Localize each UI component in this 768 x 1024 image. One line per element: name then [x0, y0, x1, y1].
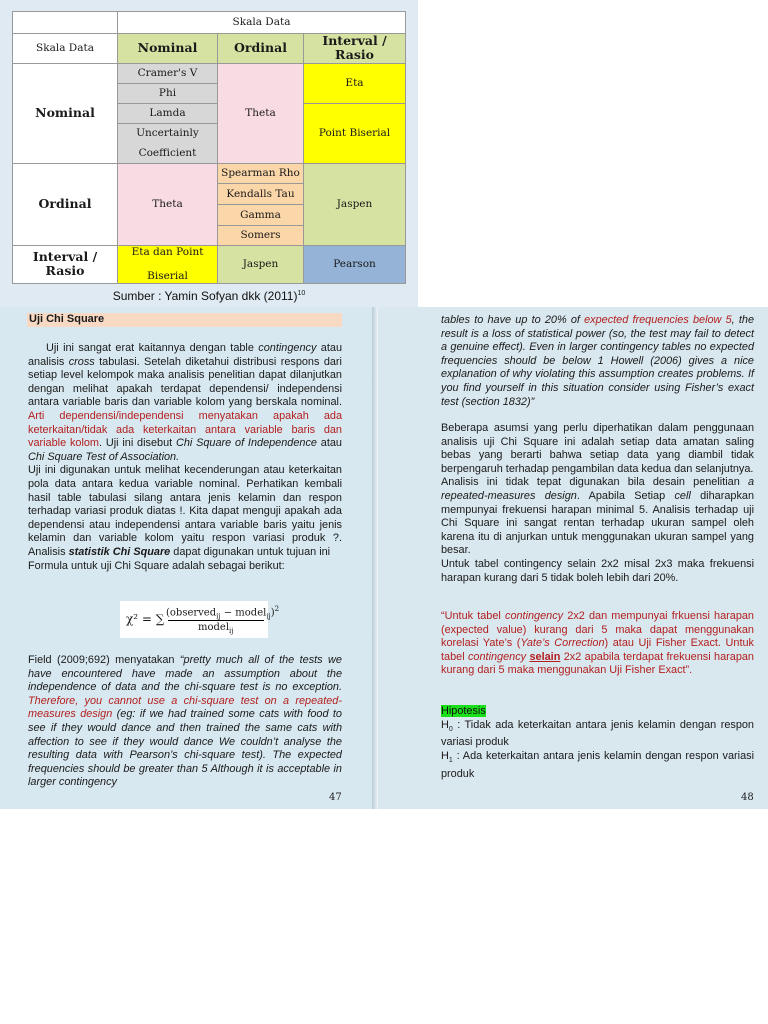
- cell-phi: Phi: [118, 83, 218, 103]
- page-number-left: 47: [329, 792, 342, 803]
- cell-pearson: Pearson: [304, 245, 406, 283]
- right-paragraph-yates: [441, 610, 754, 678]
- right-hypothesis-block: [441, 705, 754, 781]
- section-heading: Uji Chi Square: [29, 313, 105, 325]
- text-run: . Uji ini disebut: [99, 437, 176, 450]
- cell-spearman: Spearman Rho: [218, 163, 304, 183]
- h0-text: : Tidak ada keterkaitan antara jenis kelamin dengan respon variasi produk: [441, 718, 754, 749]
- text-run-italic: contingency: [505, 610, 564, 622]
- formula-den: model: [198, 622, 230, 633]
- h0-subscript: 0: [448, 725, 453, 733]
- text-run-red: Therefore, you cannot use a chi-square test on a repeated-measures design: [28, 694, 342, 721]
- col-header-nominal: Nominal: [118, 34, 218, 64]
- cell-gamma: Gamma: [218, 204, 304, 225]
- table-corner-label: Skala Data: [13, 34, 118, 64]
- cell-lamda: Lamda: [118, 103, 218, 123]
- cell-point-biserial: Point Biserial: [304, 103, 406, 163]
- source-caption: [0, 289, 418, 303]
- text-run: Uji ini digunakan untuk melihat kecenderungan atau keterkaitan pola data antara kedua variable nominal. Perhatikan kembali hasil table tabulasi silang antara jenis kelamin dan respon terhadap variasi produk diatas !. Kita dapat menguji apakah ada dependensi atau independensi antara variable baris yaitu jenis kelamin dan variable kolom yaitu respon variasi produk ?. Analisis: [28, 464, 342, 558]
- formula-num-end: ): [270, 607, 275, 619]
- table-top-header: Skala Data: [118, 12, 406, 34]
- formula-num-sub: ij: [216, 612, 221, 621]
- text-run: tabulasi. Setelah diketahui distribusi respons dari setiap level kelompok maka analisis penelitian dapat dilanjutkan dengan melihat apakah terdapat dependensi/ independensi antara variable baris dan variable kolom yang berskala nominal.: [28, 355, 342, 409]
- text-run-italic: cell: [674, 489, 691, 502]
- text-run-red: ) atau Uji Fisher Exact. Untuk tabel: [441, 637, 754, 663]
- text-run: atau: [316, 437, 342, 450]
- text-run: Field (2009;692) menyatakan: [28, 654, 180, 666]
- cell-eta: Eta: [304, 63, 406, 103]
- text-run-italic: (eg: if we had trained some cats with food to see if they would dance and then trained the same cats with affection to see if they would dance We couldn’t analyse the resulting data with Pearson’s chi-square test). The expected frequencies should be greater than 5 Although it is acceptable in larger contingency: [28, 708, 342, 789]
- page-number-right: 48: [741, 792, 754, 803]
- text-run: diharapkan mempunyai frekuensi harapan minimal 5. Analisis terhadap uji Chi Square ini sangat rentan terhadap ukuran sampel oleh karena itu di anjurkan untuk menggunakan ukuran sampel yang besar.: [441, 489, 755, 557]
- text-run: atau analisis: [28, 342, 342, 368]
- text-run-red: 2x2 apabila terdapat frekuensi harapan kurang dari 5 maka menggunakan Uji Fisher Exact”.: [441, 650, 754, 677]
- text-run-underline: selain: [529, 650, 561, 663]
- formula-lhs: χ² = ∑: [126, 612, 165, 626]
- formula-num-1: (observed: [166, 607, 217, 619]
- row-header-nominal: Nominal: [13, 63, 118, 163]
- h1-text: : Ada keterkaitan antara jenis kelamin dengan respon variasi produk: [441, 749, 754, 780]
- cell-interval-nominal-line1: Eta dan Point: [131, 246, 204, 259]
- text-run-italic: contingency: [467, 650, 527, 663]
- col-header-interval: Interval / Rasio: [304, 34, 406, 64]
- row-header-ordinal: Ordinal: [13, 163, 118, 245]
- cell-nominal-ordinal: Theta: [218, 63, 304, 163]
- right-paragraph-quote: [441, 314, 754, 409]
- text-run: Beberapa asumsi yang perlu diperhatikan dalam penggunaan analisis uji Chi Square ini adalah setiap data amatan saling bebas yang berarti bahwa setiap data yang diambil tidak berpengaruh terhadap pengambilan data kedua dan selanjutnya.: [441, 422, 754, 475]
- cell-somers: Somers: [218, 225, 304, 245]
- cell-uncertainly: Uncertainly: [118, 123, 218, 143]
- formula-den-sub: ij: [229, 627, 234, 635]
- formula-denominator: [198, 622, 233, 635]
- text-run-bold: statistik Chi Square: [68, 545, 171, 558]
- text-run-italic: Chi Square of Independence: [175, 437, 317, 450]
- scale-data-table: [12, 11, 406, 284]
- chi-square-formula: [120, 601, 280, 638]
- cell-interval-nominal: [118, 245, 218, 283]
- text-run-italic: contingency: [258, 342, 317, 354]
- text-run: Untuk tabel contingency selain 2x2 misal 2x3 maka frekuensi harapan kurang dari 5 tidak boleh lebih dari 20%.: [441, 557, 754, 584]
- formula-num-2: − model: [220, 607, 267, 619]
- text-run-red: “Untuk tabel: [441, 610, 505, 622]
- text-run-italic: Yate’s Correction: [520, 637, 605, 650]
- formula-num-sub2: ij: [266, 612, 271, 621]
- text-run-red: Arti dependensi/independensi menyatakan apakah ada keterkaitan/tidak ada keterkaitan antara variable baris dan variable kolom: [28, 409, 342, 450]
- h1-subscript: 1: [448, 757, 453, 765]
- formula-fraction-bar: [168, 620, 264, 621]
- formula-intro: Formula untuk uji Chi Square adalah sebagai berikut:: [28, 559, 285, 572]
- h1-symbol: H: [441, 749, 449, 762]
- col-header-ordinal: Ordinal: [218, 34, 304, 64]
- hypothesis-label: Hipotesis: [441, 705, 486, 717]
- row-header-interval: Interval / Rasio: [13, 245, 118, 283]
- text-run-italic: “pretty much all of the tests we have encountered have made an assumption about the independence of data and the chi-square test is no exception.: [28, 654, 342, 694]
- formula-num-sup: 2: [274, 605, 280, 613]
- text-run-italic: a repeated-measures design: [441, 476, 754, 502]
- cell-interval-nominal-line2: Biserial: [147, 270, 188, 283]
- cell-ordinal-interval: Jaspen: [304, 163, 406, 245]
- h0-symbol: H: [441, 718, 449, 731]
- cell-kendalls: Kendalls Tau: [218, 183, 304, 204]
- text-run: Analisis ini tidak tepat digunakan bila desain penelitian: [441, 476, 748, 489]
- text-run-italic: , the result is a loss of statistical power (so, the test may fail to detect a genuine effect). Even in larger contingency tables no expected frequencies should be below 1 Howell (2006) gives a nice explanation of why violating this assumption creates problems. If you find yourself in this situation consider using Fisher’s exact test (section 1832)”: [441, 314, 754, 408]
- text-run: dapat digunakan untuk tujuan ini: [170, 545, 331, 558]
- text-run-italic: tables to have up to 20% of: [441, 314, 585, 326]
- text-run-red: expected frequencies below 5: [584, 314, 732, 326]
- cell-coefficient: Coefficient: [118, 143, 218, 163]
- right-paragraph-assumptions: [441, 422, 754, 585]
- formula-numerator: [166, 605, 279, 620]
- source-text: Sumber : Yamin Sofyan dkk (2011): [112, 289, 298, 303]
- left-paragraph-1: [28, 342, 342, 573]
- cell-ordinal-nominal: Theta: [118, 163, 218, 245]
- text-run-italic: cross: [68, 355, 95, 368]
- text-run-italic: Chi Square Test of Association.: [28, 450, 180, 463]
- cell-cramers-v: Cramer's V: [118, 63, 218, 83]
- source-footnote-ref: 10: [297, 290, 306, 297]
- cell-interval-ordinal: Jaspen: [218, 245, 304, 283]
- text-run-red: 2x2 dan mempunyai frkuensi harapan (expected value) kurang dari 5 maka dapat menggunakan korelasi Yate’s (: [441, 610, 754, 650]
- text-run: . Apabila Setiap: [576, 489, 675, 502]
- left-paragraph-field: [28, 654, 342, 790]
- text-run: Uji ini sangat erat kaitannya dengan table: [46, 342, 259, 354]
